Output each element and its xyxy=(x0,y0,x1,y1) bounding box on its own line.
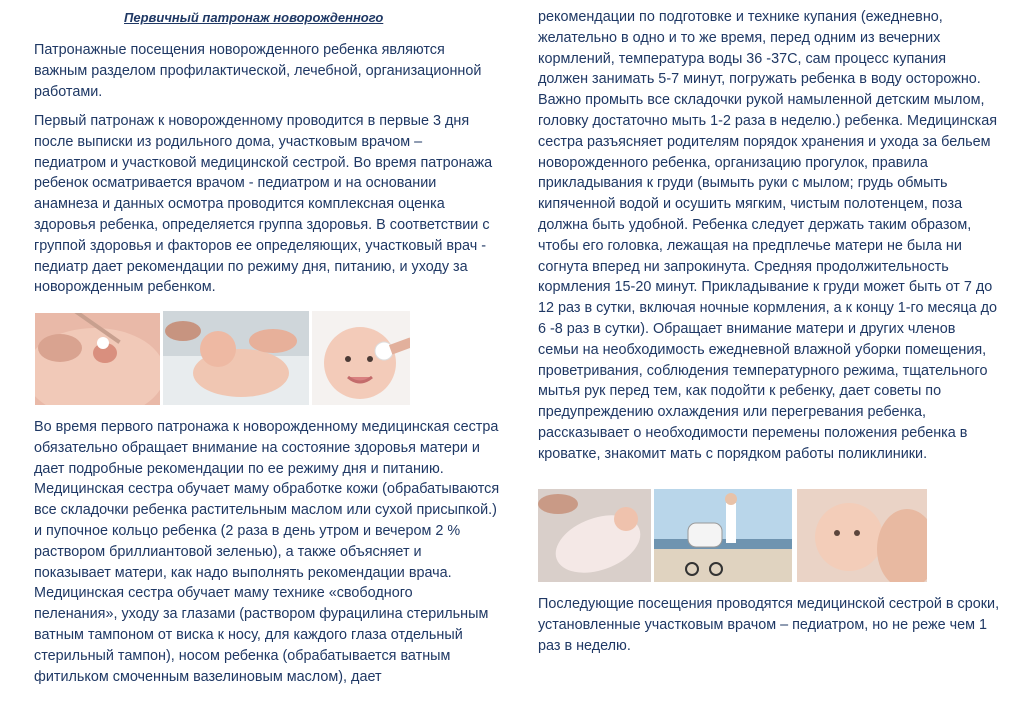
photo-umbilical-care xyxy=(35,313,160,405)
paragraph-bathing-and-care: рекомендации по подготовке и технике купания (ежедневно, желательно в одно и то же время, перед одним из вечерних кормлений, температура воды 36 -37С, сам процесс купания должен занимать 5-7 минут, погружать ребенка в воду осторожно. Важно промыть все складочки рукой намыленной детским мылом, головку достаточно мыть 1-2 раза в неделю.) ребенка. Медицинская сестра разъясняет родителям порядок хранения и ухода за бельем новорожденного ребенка, организацию прогулок, правила прикладывания к груди (вымыть руки с мылом; грудь обмыть кипяченной водой и осушить мягким, чистым полотенцем, поза должна быть удобной. Ребенка следует держать таким образом, чтобы его головка, лежащая на предплечье матери не была ни согнута вперед ни запрокинута. Средняя продолжительность кормления 15-20 минут. Прикладывание к груди может быть от 7 до 12 раз в сутки, включая ночные кормления, а к концу 1-го месяца до 6 -8 раз в сутки). Обращает внимание матери и других членов семьи на необходимость ежедневной влажной уборки помещения, проветривания, соблюдения температурного режима, тщательного мытья рук перед тем, как подойти к ребенку, дает советы по предупреждению охлаждения или перегревания ребенка, рассказывает о необходимости перемены положения ребенка в кроватке, знакомит мать с порядком работы поликлиники. xyxy=(538,9,998,462)
photo-baby-bathing xyxy=(163,311,309,405)
photo-eye-care xyxy=(312,311,410,405)
photo-stroller-walk xyxy=(654,489,792,582)
page-title: Первичный патронаж новорожденного xyxy=(124,10,384,25)
paragraph-nurse-duties: Во время первого патронажа к новорожденному медицинская сестра обязательно обращает внимание на состояние здоровья матери и дает подробные рекомендации по ее режиму дня и питанию. Медицинская сестра обучает маму обработке кожи (обрабатываются все складочки ребенка растительным маслом или сухой присыпкой.) и пупочное кольцо ребенка (2 раза в день утром и вечером 2 % раствором бриллиантовой зеленью), а также объясняет и показывает матери, как надо выполнять рекомендации врача. Медицинская сестра обучает маму технике «свободного пеленания», уходу за глазами (раствором фурацилина стерильным ватным тампоном от виска к носу, для каждого глаза отдельный стерильный тампон), носом ребенка (обрабатывается ватным фитильком смоченным вазелиновым маслом), дает xyxy=(34,419,500,685)
photo-swaddled-baby xyxy=(538,489,651,582)
paragraph-first-visit: Первый патронаж к новорожденному проводится в первые 3 дня после выписки из родильного дома, участковым врачом – педиатром и участковой медицинской сестрой. Во время патронажа ребенок осматривается врачом - педиатром и на основании анамнеза и данных осмотра проводится комплексная оценка здоровья ребенка, определяется группа здоровья. В соответствии с группой здоровья и факторов ее определяющих, участковый врач - педиатр дает рекомендации по режиму дня, питанию, и уходу за новорожденным ребенком. xyxy=(34,113,493,296)
paragraph-follow-up-visits: Последующие посещения проводятся медицинской сестрой в сроки, установленные участковым врачом – педиатром, но не реже чем 1 раз в неделю. xyxy=(538,596,1000,654)
photo-breastfeeding xyxy=(797,489,927,582)
paragraph-intro: Патронажные посещения новорожденного ребенка являются важным разделом профилактической, лечебной, организационной работами. xyxy=(34,42,482,100)
